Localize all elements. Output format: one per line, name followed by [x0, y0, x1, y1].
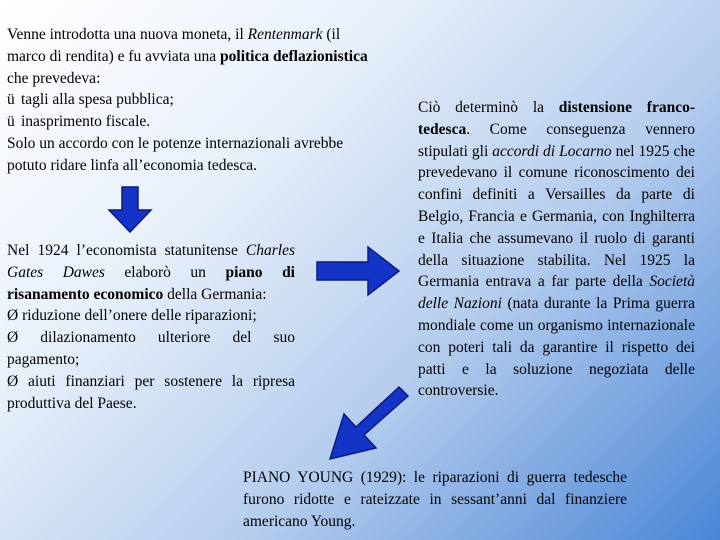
arrow-bullet-icon: Ø: [7, 307, 19, 325]
young-plan-block: PIANO YOUNG (1929): le riparazioni di guerra tedesche furono ridotte e rateizzate in sessant’anni dal finanziere americano Young.: [243, 469, 627, 530]
plan-item: Ø dilazionamento ulteriore del suo pagamento;: [7, 329, 296, 368]
plan-item: Ø aiuti finanziari per sostenere la ripresa produttiva del Paese.: [7, 372, 296, 412]
measure-item: ü inasprimento fiscale.: [7, 111, 437, 133]
check-bullet-icon: ü: [7, 91, 15, 109]
arrow-bullet-icon: Ø: [7, 372, 19, 390]
down-arrow-icon: [106, 186, 154, 234]
dawes-plan-block: Nel 1924 l’economista statunitense Charles Gates Dawes elaborò un piano di risanamento economico della Germania: Ø riduzione dell’onere delle riparazioni; Ø dilazionamento ulteriore del suo pagamento; Ø aiuti finanziari per sostenere la ripresa produttiva del Paese.: [7, 240, 295, 414]
young-plan-title: PIANO YOUNG: [243, 469, 354, 486]
right-arrow-icon: [316, 245, 401, 297]
intro-text-block: Venne introdotta una nuova moneta, il Rentenmark (il marco di rendita) e fu avviata una politica deflazionistica che prevedeva: ü tagli alla spesa pubblica; ü inasprimento fiscale. Solo un accordo con le potenze internazionali avrebbe potuto ridare linfa all’economia tedesca.: [7, 24, 437, 177]
check-bullet-icon: ü: [7, 113, 15, 131]
measure-item: ü tagli alla spesa pubblica;: [7, 89, 437, 111]
down-left-arrow-icon: [322, 386, 412, 466]
arrow-bullet-icon: Ø: [7, 329, 19, 347]
locarno-block: Ciò determinò la distensione franco-tedesca. Come conseguenza vennero stipulati gli accordi di Locarno nel 1925 che prevedevano il comune riconoscimento dei confini definiti a Versailles da parte di Belgio, Francia e Germania, con Inghilterra e Italia che assumevano il ruolo di garanti della situazione stabilita. Nel 1925 la Germania entrava a far parte della Società delle Nazioni (nata durante la Prima guerra mondiale come un organismo internazionale con poteri tali da garantire il rispetto dei patti e la soluzione negoziata delle controversie.: [418, 99, 695, 400]
plan-item: Ø riduzione dell’onere delle riparazioni;: [7, 307, 257, 325]
